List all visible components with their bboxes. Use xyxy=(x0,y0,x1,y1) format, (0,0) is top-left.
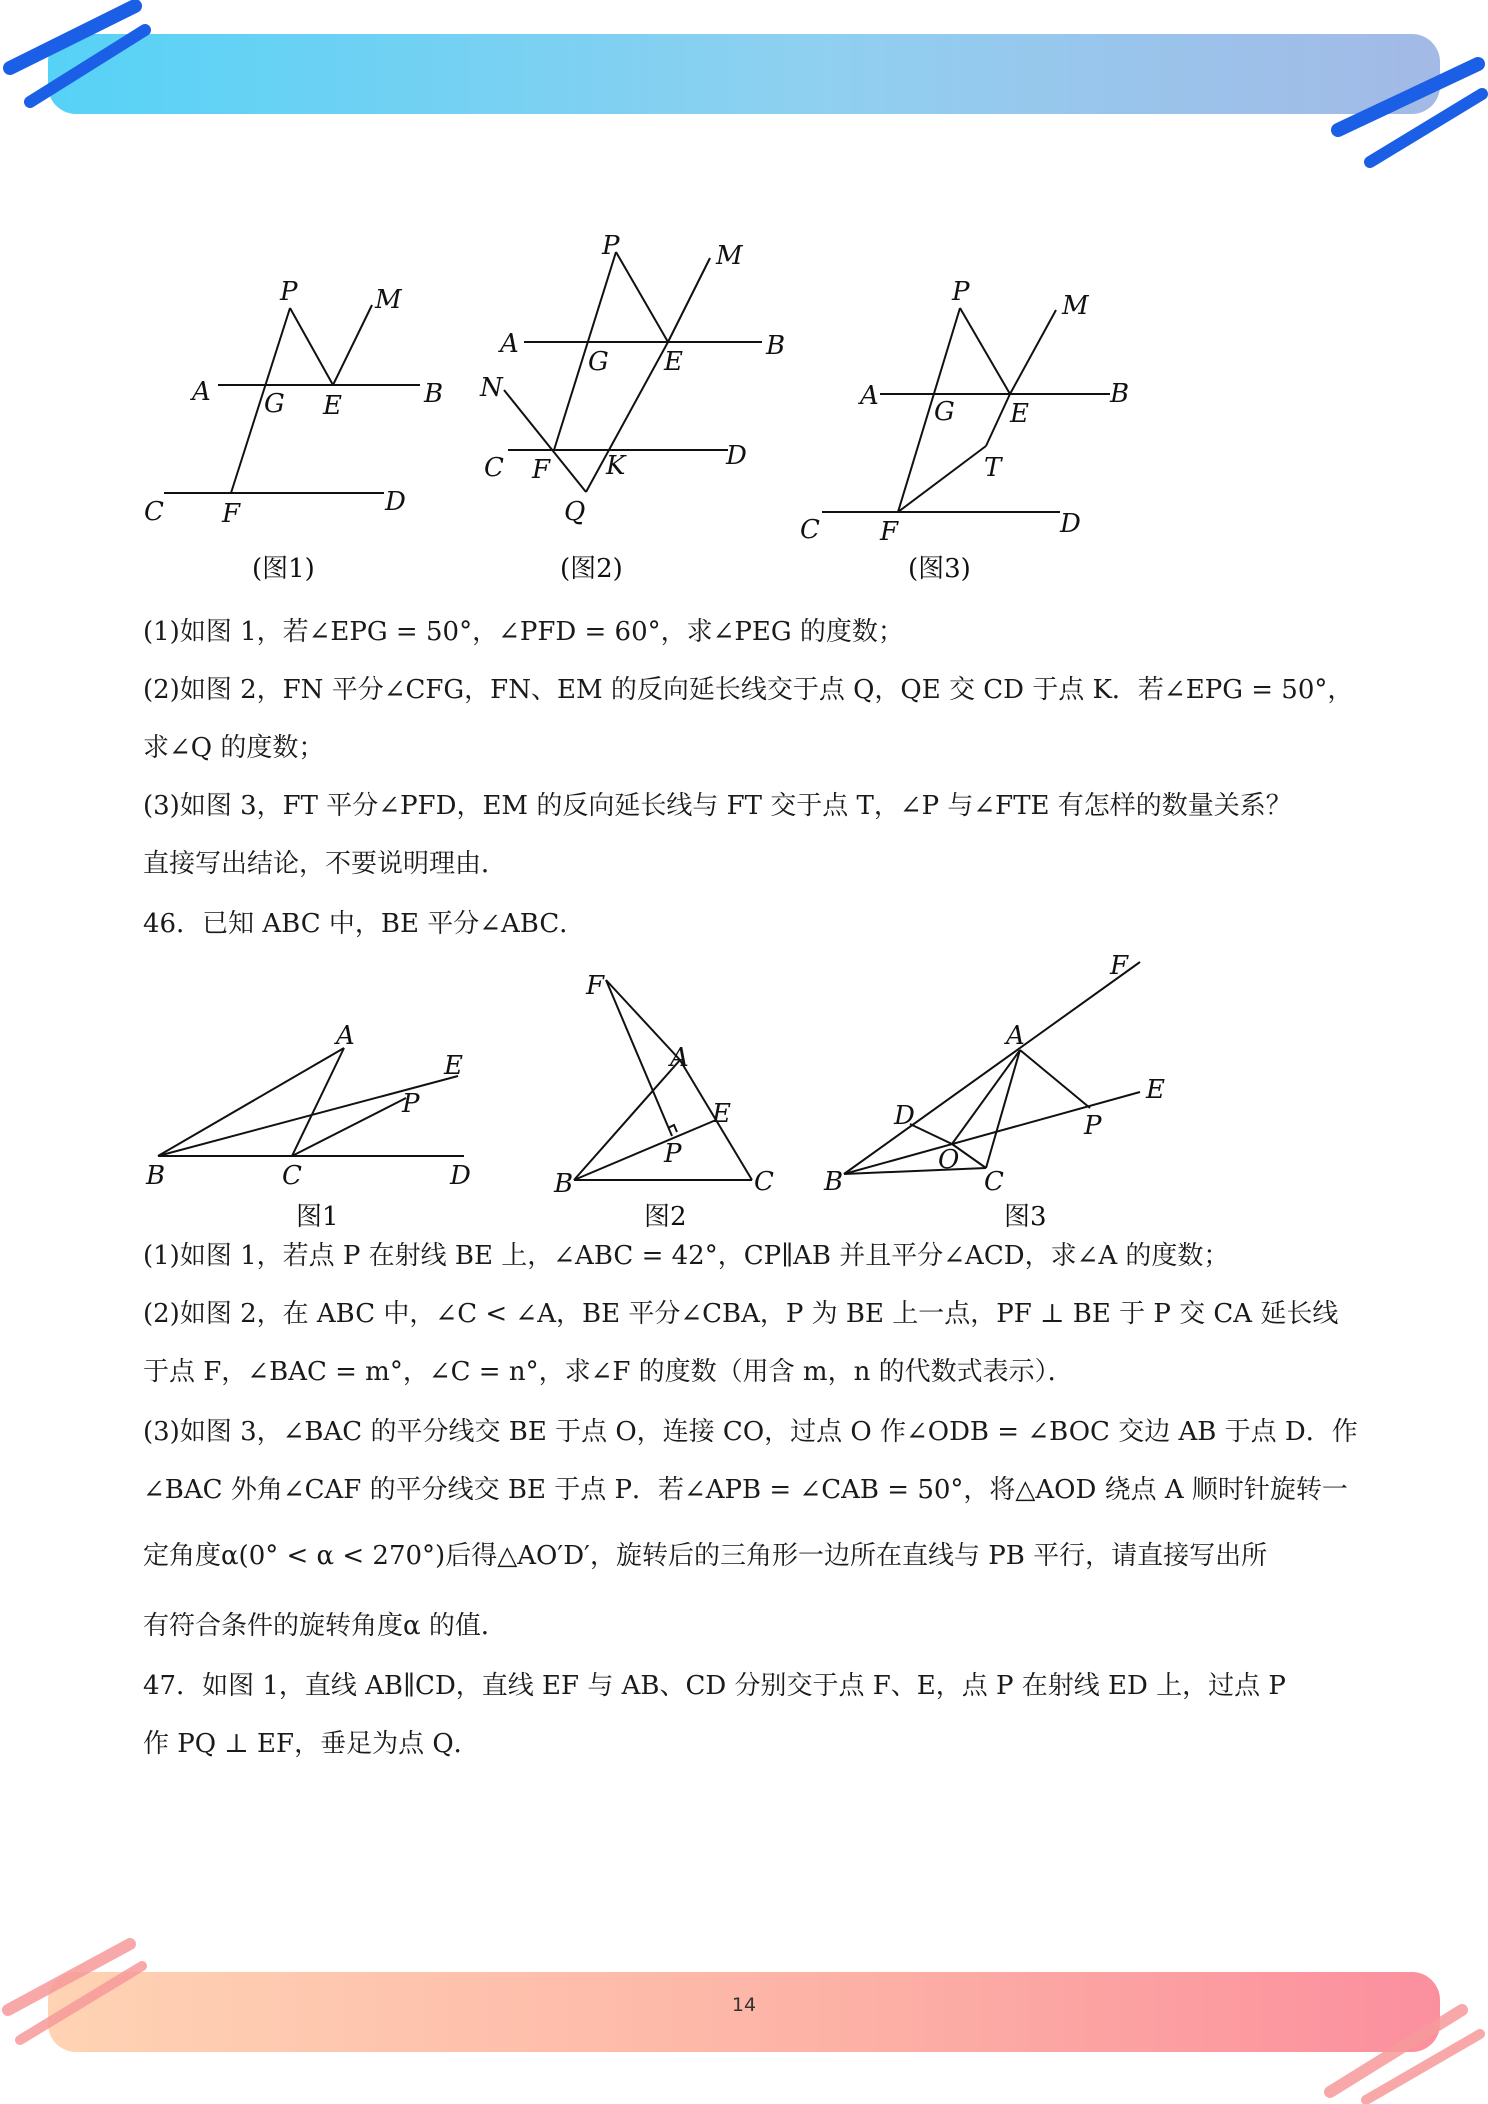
label-F: F xyxy=(880,517,899,547)
q46-part2-cont: 于点 F，∠BAC = m°，∠C = n°，求∠F 的度数（用含 m，n 的代数式表示）． xyxy=(143,1357,1074,1387)
label-B: B xyxy=(824,1167,844,1197)
label-F: F xyxy=(222,499,241,529)
label-D: D xyxy=(385,487,406,517)
label-C: C xyxy=(754,1167,774,1197)
label-B: B xyxy=(554,1169,574,1199)
label-B: B xyxy=(424,379,444,409)
q46-part1: (1)如图 1，若点 P 在射线 BE 上，∠ABC = 42°，CP∥AB 并且平分∠ACD，求∠A 的度数； xyxy=(143,1241,1230,1271)
label-E: E xyxy=(323,391,342,421)
label-K: K xyxy=(606,451,626,481)
label-D: D xyxy=(894,1101,915,1131)
pink-stripe-bottom-right-2 xyxy=(1366,2034,1480,2100)
label-C: C xyxy=(144,497,164,527)
q46-part2: (2)如图 2，在 ABC 中，∠C < ∠A，BE 平分∠CBA，P 为 BE 上一点，PF ⊥ BE 于 P 交 CA 延长线 xyxy=(143,1299,1339,1329)
label-C: C xyxy=(984,1167,1004,1197)
q46-part3-cont3: 有符合条件的旋转角度α 的值． xyxy=(143,1611,507,1641)
q45-part2-cont: 求∠Q 的度数； xyxy=(143,733,325,763)
label-C: C xyxy=(282,1161,302,1191)
label-P: P xyxy=(280,277,298,307)
figure-45-1-caption: (图1) xyxy=(252,554,315,584)
figure-46-1-caption: 图1 xyxy=(296,1202,339,1232)
label-P: P xyxy=(402,1089,420,1119)
label-A: A xyxy=(1006,1021,1025,1051)
label-E: E xyxy=(444,1051,463,1081)
label-E: E xyxy=(1010,399,1029,429)
label-E: E xyxy=(1146,1075,1165,1105)
q45-part3: (3)如图 3，FT 平分∠PFD，EM 的反向延长线与 FT 交于点 T，∠P 与∠FTE 有怎样的数量关系？ xyxy=(143,791,1292,821)
label-Q: Q xyxy=(564,497,586,527)
q47-text: 47．如图 1，直线 AB∥CD，直线 EF 与 AB、CD 分别交于点 F、E，点 P 在射线 ED 上，过点 P xyxy=(143,1671,1286,1701)
label-B: B xyxy=(1110,379,1130,409)
q45-part1: (1)如图 1，若∠EPG = 50°，∠PFD = 60°，求∠PEG 的度数； xyxy=(143,617,904,647)
label-E: E xyxy=(664,347,683,377)
q45-part2: (2)如图 2，FN 平分∠CFG，FN、EM 的反向延长线交于点 Q，QE 交 CD 于点 K．若∠EPG = 50°， xyxy=(143,675,1354,705)
label-G: G xyxy=(934,397,955,427)
blue-stripe-top-right-1 xyxy=(1338,64,1478,130)
figure-46-2-caption: 图2 xyxy=(644,1202,687,1232)
label-M: M xyxy=(375,285,402,315)
label-P: P xyxy=(1084,1111,1102,1141)
label-P: P xyxy=(952,277,970,307)
label-C: C xyxy=(800,515,820,545)
figure-46-3 xyxy=(0,0,1200,1220)
label-F: F xyxy=(1110,951,1129,981)
label-M: M xyxy=(1062,291,1089,321)
label-P: P xyxy=(664,1139,682,1169)
q46-intro: 46．已知 ABC 中，BE 平分∠ABC． xyxy=(143,909,586,939)
q47-text-cont: 作 PQ ⊥ EF，垂足为点 Q． xyxy=(143,1729,480,1759)
label-N: N xyxy=(480,373,503,403)
label-A: A xyxy=(500,329,519,359)
page-number: 14 xyxy=(731,1994,757,2016)
label-G: G xyxy=(264,389,285,419)
figure-45-2-caption: (图2) xyxy=(560,554,623,584)
q46-part3-cont1: ∠BAC 外角∠CAF 的平分线交 BE 于点 P．若∠APB = ∠CAB = 50°，将△AOD 绕点 A 顺时针旋转一 xyxy=(143,1475,1348,1505)
label-A: A xyxy=(336,1021,355,1051)
label-B: B xyxy=(146,1161,166,1191)
figure-46-3-caption: 图3 xyxy=(1004,1202,1047,1232)
label-G: G xyxy=(588,347,609,377)
label-C: C xyxy=(484,453,504,483)
label-T: T xyxy=(984,453,1002,483)
label-A: A xyxy=(860,381,879,411)
label-D: D xyxy=(726,441,747,471)
label-P: P xyxy=(602,231,620,261)
label-O: O xyxy=(938,1145,960,1175)
figure-45-3-caption: (图3) xyxy=(908,554,971,584)
label-D: D xyxy=(450,1161,471,1191)
label-M: M xyxy=(716,241,743,271)
label-E: E xyxy=(712,1099,731,1129)
label-D: D xyxy=(1060,509,1081,539)
label-F: F xyxy=(586,971,605,1001)
label-B: B xyxy=(766,331,786,361)
label-F: F xyxy=(532,455,551,485)
q46-part3: (3)如图 3，∠BAC 的平分线交 BE 于点 O，连接 CO，过点 O 作∠ODB = ∠BOC 交边 AB 于点 D．作 xyxy=(143,1417,1358,1447)
label-A: A xyxy=(670,1043,689,1073)
q45-part3-cont: 直接写出结论，不要说明理由． xyxy=(143,849,508,879)
label-A: A xyxy=(192,377,211,407)
q46-part3-cont2: 定角度α(0° < α < 270°)后得△AO′D′，旋转后的三角形一边所在直线与 PB 平行，请直接写出所 xyxy=(143,1541,1268,1571)
